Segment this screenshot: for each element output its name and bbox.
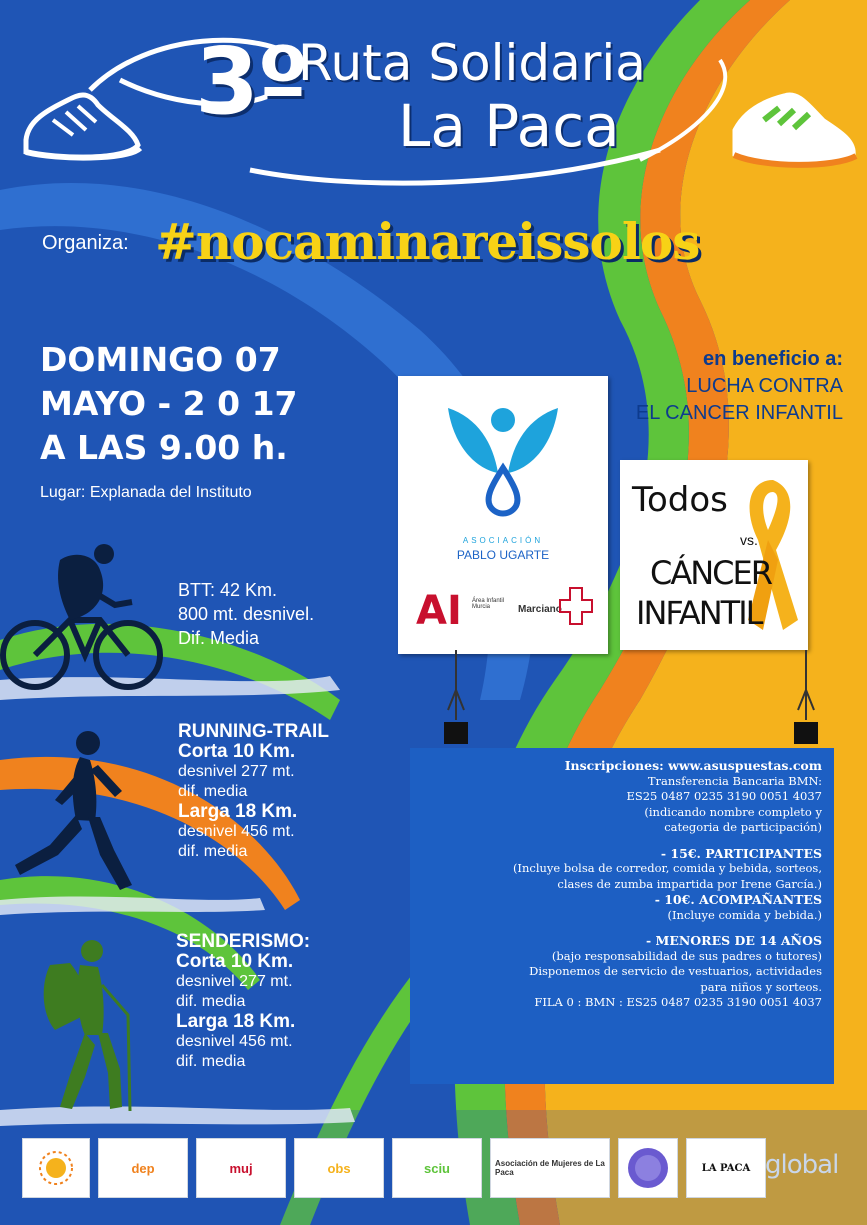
- hiking-long-desnivel: desnivel 456 mt.: [176, 1033, 293, 1050]
- running-long-desnivel: desnivel 456 mt.: [178, 823, 295, 840]
- btt-line2: 800 mt. desnivel.: [178, 604, 315, 624]
- sun-logo-icon: [36, 1148, 76, 1188]
- association-line2: PABLO UGARTE: [456, 548, 550, 562]
- date-line1: DOMINGO 07: [40, 340, 281, 379]
- participants-price: - 15€. PARTICIPANTES: [660, 845, 822, 861]
- date-line2: MAYO - 2 0 17: [40, 384, 298, 423]
- btt-line1: BTT: 42 Km.: [178, 580, 278, 600]
- sponsor-logo-la-paca: LA PACA: [686, 1138, 766, 1198]
- registration-website: Inscripciones: www.asuspuestas.com: [564, 758, 822, 773]
- participants-includes2: clases de zumba impartida por Irene García.): [557, 876, 822, 891]
- sponsor-logo: [22, 1138, 90, 1198]
- event-place: Lugar: Explanada del Instituto: [40, 484, 252, 501]
- campaign-vs: vs.: [740, 532, 758, 548]
- edition-number: 3º: [195, 28, 307, 135]
- footer-brand: global: [765, 1150, 839, 1180]
- btt-section: [178, 578, 314, 650]
- companions-price: - 10€. ACOMPAÑANTES: [654, 892, 822, 907]
- association-line1: ASOCIACIÓN: [462, 536, 544, 545]
- bank-transfer-label: Transferencia Bancaria BMN:: [647, 773, 822, 788]
- campaign-word1: Todos: [632, 480, 728, 520]
- hiking-short-dif: dif. media: [176, 993, 246, 1010]
- binder-clip-icon: [788, 650, 824, 750]
- title-line2: La Paca: [398, 92, 620, 160]
- sponsor-logo-mujeres: Asociación de Mujeres de La Paca: [490, 1138, 610, 1198]
- sponsor-logo-dep: dep: [98, 1138, 188, 1198]
- hiking-long: Larga 18 Km.: [176, 1011, 296, 1032]
- time-line: A LAS 9.00 h.: [40, 428, 288, 467]
- association-logo-card: [398, 376, 608, 654]
- left-sneaker-icon: [18, 60, 148, 170]
- btt-line3: Dif. Media: [178, 628, 260, 648]
- beneficiary-line2: EL CANCER INFANTIL: [635, 402, 843, 424]
- organizer-hashtag: #nocaminareissolos: [155, 212, 700, 271]
- hiking-long-dif: dif. media: [176, 1053, 246, 1070]
- hiking-section: [176, 932, 310, 1072]
- campaign-logo-card: [620, 460, 808, 650]
- sponsor-logo-sciu: sciu: [392, 1138, 482, 1198]
- beneficiary-intro: en beneficio a:: [702, 348, 843, 370]
- sponsor-logo-obs: obs: [294, 1138, 384, 1198]
- minors-label: - MENORES DE 14 AÑOS: [645, 933, 822, 948]
- title-line1: Ruta Solidaria: [298, 34, 646, 92]
- hiking-short: Corta 10 Km.: [176, 951, 294, 972]
- campaign-line2: CÁNCER: [650, 554, 771, 592]
- sponsor-logo-seal: [618, 1138, 678, 1198]
- fila0-account: FILA 0 : BMN : ES25 0487 0235 3190 0051 4037: [534, 995, 822, 1009]
- campaign-line3: INFANTIL: [636, 594, 762, 632]
- hiking-title: SENDERISMO:: [176, 931, 311, 952]
- event-date: [40, 338, 298, 470]
- running-title: RUNNING-TRAIL: [178, 721, 329, 742]
- ai-logo-text: Área Infantil Murcia: [472, 598, 505, 610]
- sponsor-logos: [22, 1138, 802, 1200]
- angel-drop-icon: [438, 398, 568, 518]
- bank-account: ES25 0487 0235 3190 0051 4037: [626, 789, 822, 803]
- cyclist-icon: [0, 540, 165, 690]
- ai-logo: AI: [416, 588, 462, 634]
- binder-clip-icon: [438, 650, 474, 750]
- minors-note: (bajo responsabilidad de sus padres o tutores): [551, 948, 822, 963]
- marciano-logo-text: Marciano: [518, 604, 562, 615]
- transfer-note1: (indicando nombre completo y: [644, 804, 822, 819]
- organizer-label: Organiza:: [42, 232, 129, 254]
- companions-includes: (Incluye comida y bebida.): [667, 907, 822, 922]
- services-line1: Disponemos de servicio de vestuarios, actividades: [529, 964, 822, 978]
- transfer-note2: categoria de participación): [664, 820, 822, 834]
- services-line2: para niños y sorteos.: [700, 979, 822, 994]
- right-sneaker-icon: [724, 60, 864, 180]
- running-long: Larga 18 Km.: [178, 801, 298, 822]
- running-section: [178, 722, 329, 862]
- hiking-short-desnivel: desnivel 277 mt.: [176, 973, 293, 990]
- participants-includes1: (Incluye bolsa de corredor, comida y bebida, sorteos,: [512, 861, 822, 875]
- sponsor-logo-muj: muj: [196, 1138, 286, 1198]
- cross-icon: [558, 586, 594, 626]
- hiker-icon: [30, 935, 140, 1115]
- running-short-dif: dif. media: [178, 783, 248, 800]
- runner-icon: [10, 725, 140, 900]
- beneficiary-line1: LUCHA CONTRA: [686, 375, 843, 397]
- beneficiary: [636, 346, 843, 427]
- registration-info-box: [410, 748, 834, 1084]
- running-long-dif: dif. media: [178, 843, 248, 860]
- running-short: Corta 10 Km.: [178, 741, 296, 762]
- running-short-desnivel: desnivel 277 mt.: [178, 763, 295, 780]
- seal-logo-icon: [626, 1146, 670, 1190]
